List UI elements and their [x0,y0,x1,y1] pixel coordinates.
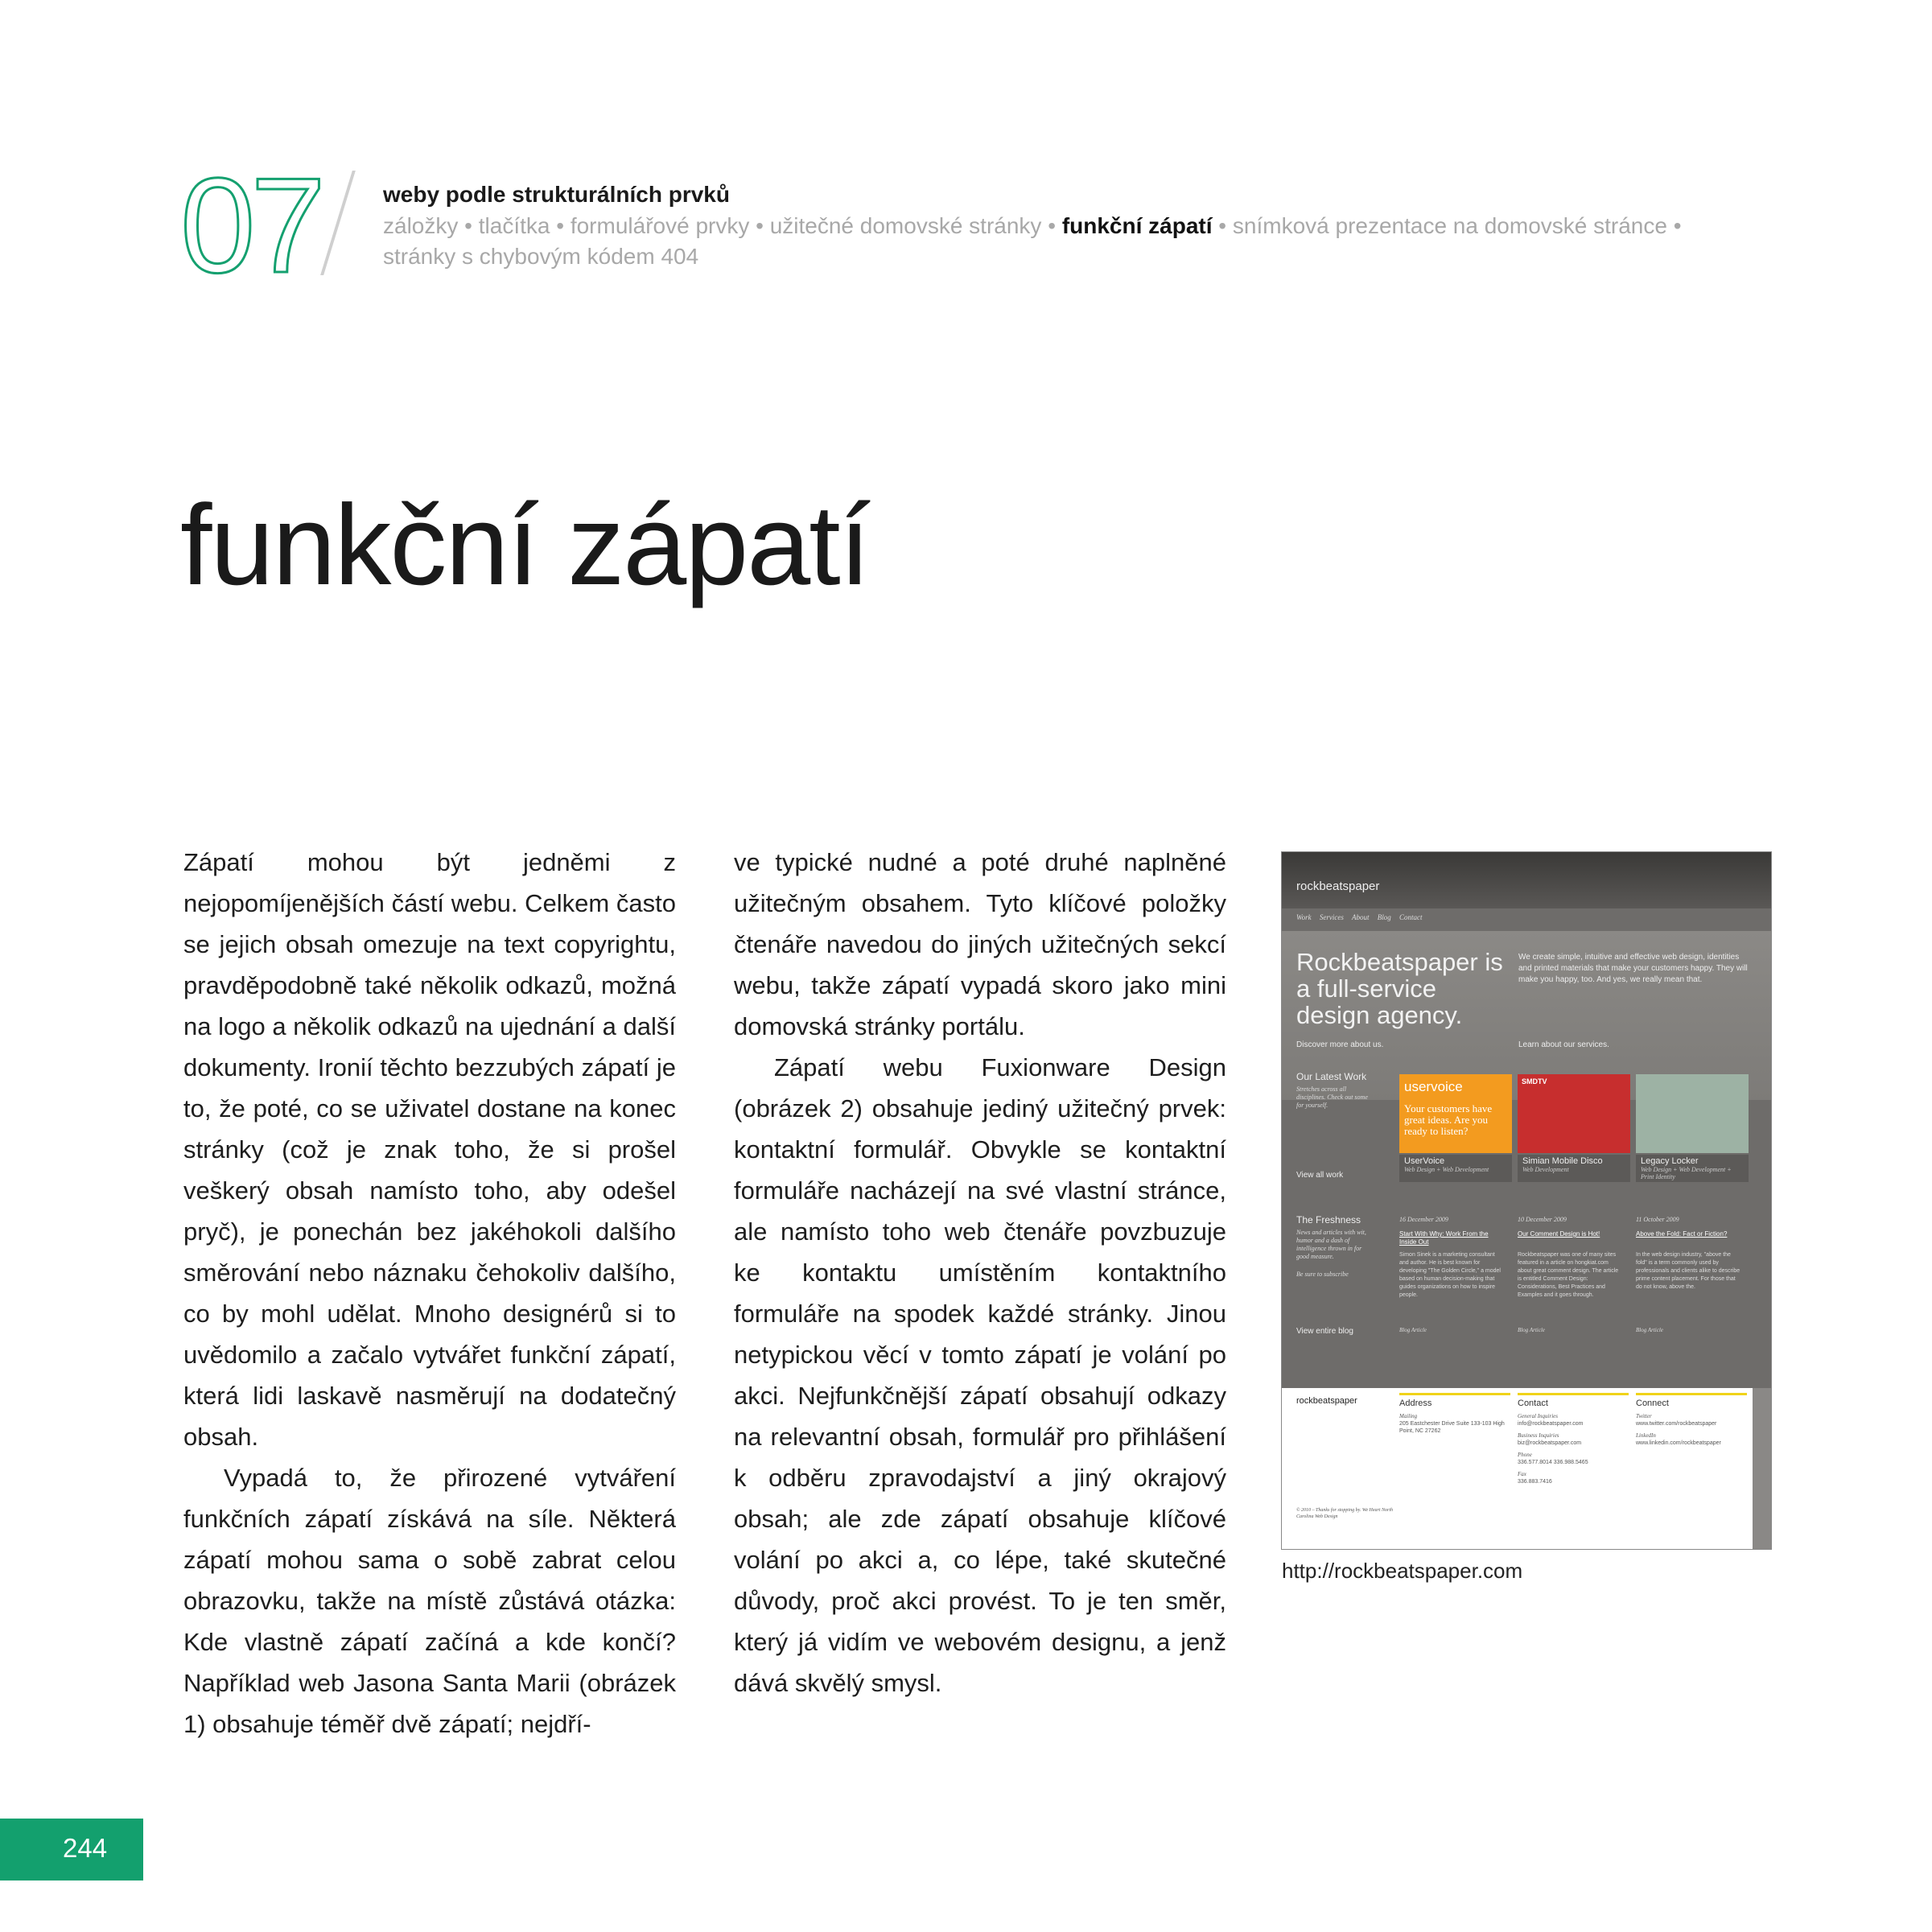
footer-value: 336.883.7416 [1518,1479,1552,1485]
blog-excerpt: Rockbeatspaper was one of many sites featured in a article on hongkiat.com about great comment design. The article is entitled Comment Design: Considerations, Best Practices and Examples and it goes through. [1518,1252,1619,1298]
header-divider [320,171,356,275]
work-tags: Web Design + Web Development [1404,1166,1489,1173]
screenshot-view-all: View all work [1296,1171,1344,1180]
paragraph: ve typické nudné a poté druhé naplněné užitečným obsahem. Tyto klíčové položky čtenáře navedou do jiných užitečných sekcí webu, takže zápatí vypadá skoro jako mini domovská stránky portálu. [734,848,1226,1040]
screenshot-nav: Work Services About Blog Contact [1296,913,1423,921]
paragraph: Zápatí mohou být jedněmi z nejopomíjenějších částí webu. Celkem často se jejich obsah omezuje na text copyrightu, pravděpodobně také několik odkazů, možná na logo a několik odkazů na ujednání a další dokumenty. Ironií těchto bezzubých zápatí je to, že poté, co se uživatel dostane na konec stránky (což je znak toho, že si prošel veškerý obsah namísto toho, aby odešel pryč), je ponechán bez jakéhokoli dalšího směrování nebo náznaku čehokoliv dalšího, co by mohl udělat. Mnoho designérů si to uvědomilo a začalo vytvářet funkční zápatí, která lidi laskavě nasměrují na dodatečný obsah. [183,848,676,1451]
footer-label: Phone [1518,1452,1532,1458]
footer-value: 205 Eastchester Drive Suite 133-103 High Point, NC 27262 [1399,1421,1505,1434]
screenshot-fresh-sub2: Be sure to subscribe [1296,1271,1349,1278]
subnav-item: funkční zápatí [1061,213,1213,238]
screenshot-fresh-sub: News and articles with wit, humor and a dash of intelligence thrown in for good measure. [1296,1229,1366,1260]
figure-caption: http://rockbeatspaper.com [1282,1559,1523,1583]
footer-value: info@rockbeatspaper.com [1518,1421,1584,1427]
chapter-number: 07 [180,150,321,301]
blog-tag: Blog Article [1399,1327,1427,1333]
footer-label: Mailing [1399,1413,1418,1419]
subnav-separator: • [1041,213,1062,238]
paragraph: Vypadá to, že přirozené vytváření funkčních zápatí získává na síle. Některá zápatí mohou sama o sobě zabrat celou obrazovku, takže na místě zůstává otázka: Kde vlastně zápatí začíná a kde končí? Například web Jasona Santa Marii (obrázek 1) obsahuje téměř dvě zápatí; nejdří- [183,1464,676,1738]
paragraph: Zápatí webu Fuxionware Design (obrázek 2) obsahuje jediný užitečný prvek: kontaktní formulář. Obvykle se kontaktní formuláře nacházejí na své vlastní stránce, ale namísto toho web čtenáře povzbuzuje ke kontaktu umístěním kontaktního formuláře na spodek každé stránky. Jinou netypickou věcí v tomto zápatí je volání po akci. Nejfunkčnější zápatí obsahují odkazy na relevantní obsah, formulář pro přihlášení k odběru zpravodajství a jiný okrajový obsah; ale zde zápatí obsahuje klíčové volání po akci a, co lépe, také skutečné důvody, proč akci provést. To je ten směr, který já vidím ve webovém designu, a jenž dává skvělý smysl. [734,1053,1226,1697]
footer-value: 336.577.8014 336.988.5465 [1518,1460,1588,1465]
work-tags: Web Development [1522,1166,1569,1173]
text-column-1 [183,842,676,1745]
uservoice-logo: uservoice [1404,1079,1463,1094]
footer-connect [1636,1393,1747,1447]
footer-label: Twitter [1636,1413,1652,1419]
subnav-item: snímková prezentace na domovské stránce [1232,213,1667,238]
blog-date: 16 December 2009 [1399,1216,1448,1223]
blog-title: Above the Fold: Fact or Fiction? [1636,1230,1728,1238]
footer-heading: Connect [1636,1399,1669,1408]
chapter-title: weby podle strukturálních prvků [383,182,730,207]
blog-title: Our Comment Design is Hot! [1518,1230,1600,1238]
subnav-item: tlačítka [478,213,550,238]
screenshot-hero-link: Learn about our services. [1518,1040,1609,1049]
work-name: Simian Mobile Disco [1522,1156,1603,1166]
chapter-subnav [383,211,1719,272]
footer-note: © 2010 – Thanks for stopping by. We Heart North Carolina Web Design [1296,1508,1394,1519]
screenshot-work-sub: Stretches across all disciplines. Check out some for yourself. [1296,1085,1368,1109]
screenshot-hero-link: Discover more about us. [1296,1040,1384,1049]
screenshot-hero-desc: We create simple, intuitive and effective web design, identities and printed materials that make your customers happy. They will make you happy, too. And yes, we really mean that. [1518,953,1748,984]
subnav-item: stránky s chybovým kódem 404 [383,244,699,269]
screenshot-view-blog: View entire blog [1296,1327,1353,1336]
footer-label: Fax [1518,1471,1526,1477]
footer-label: General Inquiries [1518,1413,1558,1419]
work-name: Legacy Locker [1641,1156,1699,1166]
blog-excerpt: Simon Sinek is a marketing consultant and author. He is best known for developing "The Golden Circle," a model based on human decision-making that guides organizations on how to inspire people. [1399,1252,1501,1298]
work-caption [1636,1155,1749,1182]
footer-heading: Address [1399,1399,1432,1408]
footer-value: biz@rockbeatspaper.com [1518,1440,1582,1446]
footer-label: LinkedIn [1636,1432,1656,1439]
footer-logo: rockbeatspaper [1296,1396,1357,1406]
website-screenshot [1281,851,1772,1550]
work-caption [1518,1155,1630,1182]
smdtv-label: SMDTV [1522,1077,1547,1085]
subnav-separator: • [1212,213,1233,238]
footer-value: www.linkedin.com/rockbeatspaper [1636,1440,1721,1446]
work-thumbnail [1636,1074,1749,1153]
footer-value: www.twitter.com/rockbeatspaper [1636,1421,1717,1427]
uservoice-text: Your customers have great ideas. Are you ready to listen? [1404,1102,1493,1137]
blog-title: Start With Why: Work From the Inside Out [1399,1230,1489,1246]
page-title: funkční zápatí [180,481,870,609]
work-tags: Web Design + Web Development + Print Identity [1641,1166,1732,1180]
blog-tag: Blog Article [1636,1327,1663,1333]
subnav-item: formulářové prvky [570,213,750,238]
blog-date: 10 December 2009 [1518,1216,1567,1223]
page-number: 244 [63,1833,108,1863]
work-thumbnail [1518,1074,1630,1153]
subnav-separator: • [1666,213,1682,238]
footer-address [1399,1393,1510,1435]
subnav-separator: • [749,213,770,238]
subnav-separator: • [458,213,479,238]
blog-excerpt: In the web design industry, "above the fold" is a term commonly used by professionals and clients alike to describe prime content placement. For those that do not know, above the. [1636,1252,1740,1290]
work-name: UserVoice [1404,1156,1445,1166]
subnav-item: užitečné domovské stránky [769,213,1042,238]
screenshot-hero-title: Rockbeatspaper is a full-service design agency. [1296,948,1503,1029]
subnav-item: záložky [383,213,459,238]
blog-date: 11 October 2009 [1636,1216,1679,1223]
work-caption [1399,1155,1512,1182]
text-column-2 [734,842,1226,1703]
screenshot-scroll-edge [1753,1388,1771,1549]
footer-contact [1518,1393,1629,1485]
footer-heading: Contact [1518,1399,1548,1408]
screenshot-logo: rockbeatspaper [1296,879,1380,893]
footer-label: Business Inquiries [1518,1432,1559,1439]
subnav-separator: • [550,213,571,238]
blog-tag: Blog Article [1518,1327,1545,1333]
screenshot-fresh-heading: The Freshness [1296,1214,1361,1226]
screenshot-work-heading: Our Latest Work [1296,1071,1367,1082]
